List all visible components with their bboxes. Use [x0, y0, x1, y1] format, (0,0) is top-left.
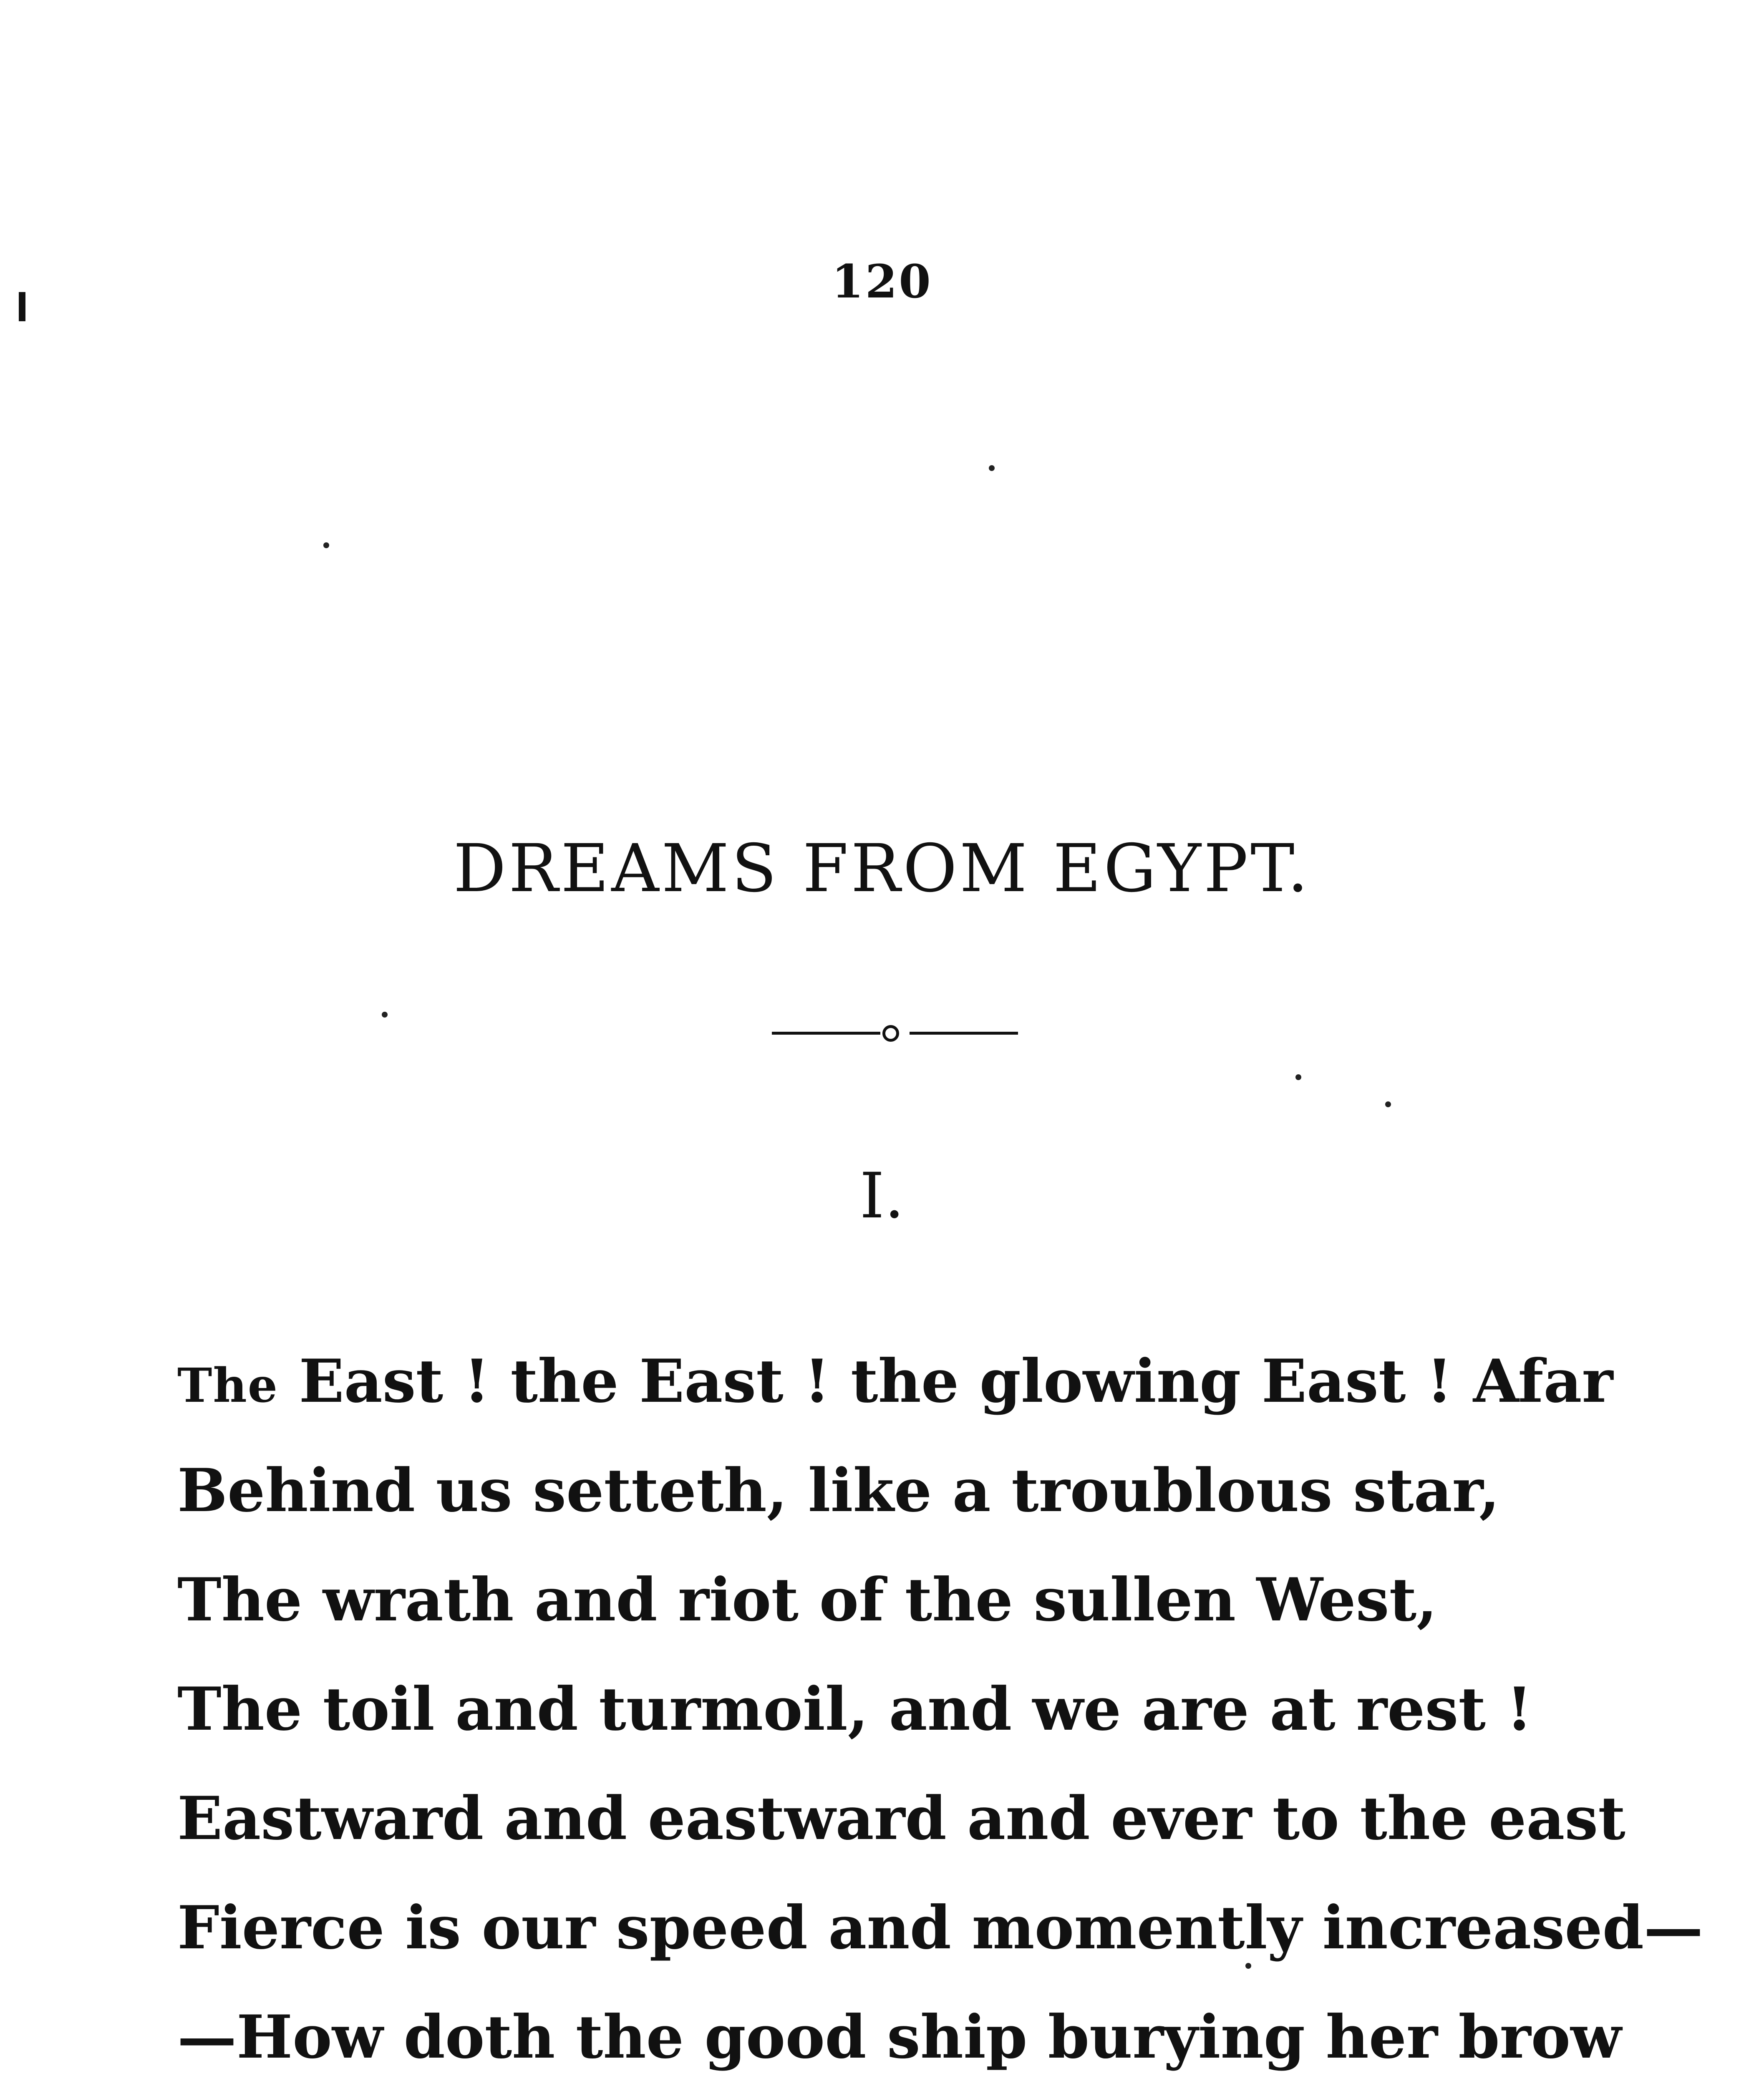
print-speck [382, 1012, 388, 1018]
print-speck [1245, 1963, 1251, 1969]
page-number: 120 [832, 254, 932, 308]
poem-first-line-text: East ! the East ! the glowing East ! Afar [278, 1347, 1613, 1416]
poem-line-3: The wrath and riot of the sullen West, [177, 1565, 1437, 1635]
ornament-rule-left [772, 1032, 880, 1035]
print-speck [1295, 1074, 1301, 1080]
print-speck [989, 465, 995, 471]
poem-line-2: Behind us setteth, like a troublous star, [177, 1456, 1500, 1525]
poem-line-4: The toil and turmoil, and we are at rest ! [177, 1675, 1532, 1744]
section-number: I. [859, 1160, 905, 1232]
ornament-rule-right [910, 1032, 1018, 1035]
poem-line-5: Eastward and eastward and ever to the east [177, 1784, 1625, 1853]
title-ornament-divider [772, 1016, 1022, 1049]
print-speck [1385, 1101, 1391, 1107]
poem-line-7: —How doth the good ship burying her brow [177, 2003, 1622, 2072]
poem-line-1 [177, 1327, 1638, 1436]
poem-title: DREAMS FROM EGYPT. [453, 830, 1311, 907]
poem-line-6: Fierce is our speed and momently increased— [177, 1893, 1703, 1963]
poem-first-word: The [177, 1358, 279, 1413]
ornament-ring [882, 1025, 899, 1042]
poem-body [177, 1327, 1703, 2086]
print-speck [323, 542, 329, 548]
